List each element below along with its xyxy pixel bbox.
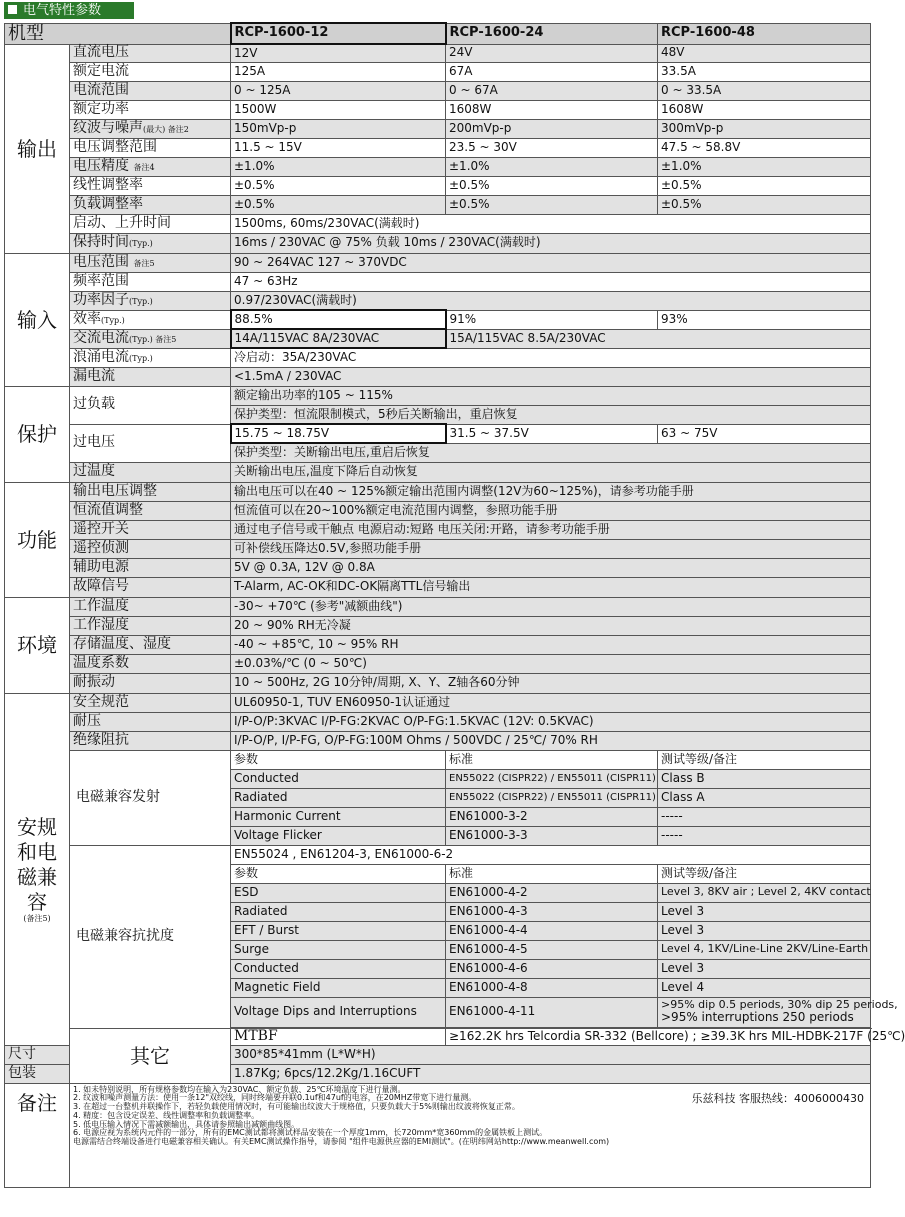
label: 遥控侦测 xyxy=(70,539,231,558)
cat-output: 输出 xyxy=(5,44,70,253)
notes-block xyxy=(70,1083,871,1187)
value: 90 ~ 264VAC 127 ~ 370VDC xyxy=(231,253,871,272)
label: 额定电流 xyxy=(70,62,231,81)
cell: Level 3 xyxy=(658,902,871,921)
cat-function: 功能 xyxy=(5,482,70,597)
value: 93% xyxy=(658,310,871,329)
value: ±0.5% xyxy=(446,195,658,214)
cell: Conducted xyxy=(231,769,446,788)
label: 输出电压调整 xyxy=(70,482,231,501)
value: 300*85*41mm (L*W*H) xyxy=(231,1045,871,1064)
label: 绝缘阻抗 xyxy=(70,731,231,750)
note-line: 3. 在超过一台整机并联操作下，若轻负载使用情况时，有可能输出纹波大于规格值，只要负载大于5%则输出纹波将恢复正常。 xyxy=(73,1102,520,1112)
cell: Surge xyxy=(231,940,446,959)
cell: Level 4 xyxy=(658,978,871,997)
value: ±0.5% xyxy=(658,195,871,214)
cell: Level 3 xyxy=(658,921,871,940)
label: 漏电流 xyxy=(70,367,231,386)
note-ref: 备注5 xyxy=(133,258,155,268)
value: ±0.5% xyxy=(658,176,871,195)
value: 0 ~ 33.5A xyxy=(658,81,871,100)
note-line: 4. 精度：包含设定误差、线性调整率和负载调整率。 xyxy=(73,1110,260,1120)
value: UL60950-1, TUV EN60950-1认证通过 xyxy=(231,693,871,712)
cat-environment: 环境 xyxy=(5,597,70,693)
value: 0.97/230VAC(满载时) xyxy=(231,291,871,310)
label: 电压范围 备注5 xyxy=(70,253,231,272)
label: 电磁兼容抗扰度 xyxy=(70,845,231,1028)
value: 16ms / 230VAC @ 75% 负载 10ms / 230VAC(满载时) xyxy=(231,233,871,253)
note-line: 电源需结合终端设备进行电磁兼容相关确认。有关EMC测试操作指导，请参阅 "组件电源供应器的EMI测试"。(在明纬网站http://www.meanwell.com) xyxy=(73,1137,610,1147)
cell: Magnetic Field xyxy=(231,978,446,997)
label: 电压调整范围 xyxy=(70,138,231,157)
value: 额定输出功率的105 ~ 115% xyxy=(231,386,871,405)
note-ref: (Typ.) xyxy=(129,239,153,249)
label: 直流电压 xyxy=(70,44,231,62)
value: 1608W xyxy=(658,100,871,119)
label: 工作湿度 xyxy=(70,616,231,635)
label: 纹波与噪声(最大) 备注2 xyxy=(70,119,231,138)
value: 33.5A xyxy=(658,62,871,81)
label: 保持时间(Typ.) xyxy=(70,233,231,253)
label: 尺寸 xyxy=(5,1045,70,1064)
value: 12V xyxy=(231,44,446,62)
spec-table xyxy=(4,22,905,1188)
value: 47 ~ 63Hz xyxy=(231,272,871,291)
label: 启动、上升时间 xyxy=(70,214,231,233)
cell: EN61000-4-5 xyxy=(446,940,658,959)
value: I/P-O/P:3KVAC I/P-FG:2KVAC O/P-FG:1.5KVAC (12V: 0.5KVAC) xyxy=(231,712,871,731)
value: -30~ +70℃ (参考"减额曲线") xyxy=(231,597,871,616)
cat-safety-emc: 安规和电磁兼容 (备注5) xyxy=(5,693,70,1045)
value: 88.5% xyxy=(231,310,446,329)
note-ref: (Typ.) 备注5 xyxy=(129,334,177,344)
cell: EN61000-3-2 xyxy=(446,807,658,826)
label: 线性调整率 xyxy=(70,176,231,195)
model-12: RCP-1600-12 xyxy=(231,23,446,44)
value: 63 ~ 75V xyxy=(658,424,871,443)
label: 过电压 xyxy=(70,424,231,462)
cat-others: 其它 xyxy=(70,1028,231,1083)
label: 工作温度 xyxy=(70,597,231,616)
note-line: 6. 电源应视为系统内元件的一部分，所有的EMC测试都将测试样品安装在一个厚度1mm，长720mm*宽360mm的金属铁板上测试。 xyxy=(73,1128,548,1138)
cell: EN55022 (CISPR22) / EN55011 (CISPR11) xyxy=(446,769,658,788)
label: 交流电流(Typ.) 备注5 xyxy=(70,329,231,348)
value: 300mVp-p xyxy=(658,119,871,138)
cat-notes: 备注 xyxy=(5,1083,70,1187)
label: 电流范围 xyxy=(70,81,231,100)
value: 关断输出电压,温度下降后自动恢复 xyxy=(231,462,871,482)
cell: ----- xyxy=(658,807,871,826)
col-header: 参数 xyxy=(231,750,446,769)
col-header: 标准 xyxy=(446,864,658,883)
label: 包装 xyxy=(5,1064,70,1083)
value: 14A/115VAC 8A/230VAC xyxy=(231,329,446,348)
header-row xyxy=(5,23,871,44)
cell: EN61000-4-3 xyxy=(446,902,658,921)
value: 0 ~ 125A xyxy=(231,81,446,100)
value: 47.5 ~ 58.8V xyxy=(658,138,871,157)
value: 24V xyxy=(446,44,658,62)
value: 150mVp-p xyxy=(231,119,446,138)
label: 电压精度 备注4 xyxy=(70,157,231,176)
label: 遥控开关 xyxy=(70,520,231,539)
cell: Voltage Flicker xyxy=(231,826,446,845)
label: 耐压 xyxy=(70,712,231,731)
value: -40 ~ +85℃, 10 ~ 95% RH xyxy=(231,635,871,654)
cell: Radiated xyxy=(231,788,446,807)
hotline: 乐兹科技 客服热线：4006000430 xyxy=(691,1091,864,1105)
model-label: 机型 xyxy=(5,23,231,44)
label: 存储温度、湿度 xyxy=(70,635,231,654)
label: 负载调整率 xyxy=(70,195,231,214)
value: ±1.0% xyxy=(231,157,446,176)
value: 可补偿线压降达0.5V,参照功能手册 xyxy=(231,539,871,558)
value: 1.87Kg; 6pcs/12.2Kg/1.16CUFT xyxy=(231,1064,871,1083)
value: 23.5 ~ 30V xyxy=(446,138,658,157)
value: 1500ms, 60ms/230VAC(满载时) xyxy=(231,214,871,233)
cat-protection: 保护 xyxy=(5,386,70,482)
note-ref: 备注4 xyxy=(133,162,155,172)
model-24: RCP-1600-24 xyxy=(446,23,658,44)
value: 5V @ 0.3A, 12V @ 0.8A xyxy=(231,558,871,577)
cell: Conducted xyxy=(231,959,446,978)
note-ref: (Typ.) xyxy=(101,315,125,325)
label: 过负载 xyxy=(70,386,231,424)
value: ±0.5% xyxy=(231,195,446,214)
value: I/P-O/P, I/P-FG, O/P-FG:100M Ohms / 500VDC / 25℃/ 70% RH xyxy=(231,731,871,750)
model-48: RCP-1600-48 xyxy=(658,23,871,44)
cell: Class A xyxy=(658,788,871,807)
value: EN55024 , EN61204-3, EN61000-6-2 xyxy=(231,845,871,864)
value: 通过电子信号或干触点 电源启动:短路 电压关闭:开路，请参考功能手册 xyxy=(231,520,871,539)
value: 91% xyxy=(446,310,658,329)
label: 浪涌电流(Typ.) xyxy=(70,348,231,367)
note-line: 2. 纹波和噪声测量方法：使用一条12"双绞线，同时终端要并联0.1uf和47uf的电容，在20MHZ带宽下进行量测。 xyxy=(73,1093,477,1103)
value: 20 ~ 90% RH无冷凝 xyxy=(231,616,871,635)
value: ±0.5% xyxy=(446,176,658,195)
col-header: 测试等级/备注 xyxy=(658,750,871,769)
value: 15A/115VAC 8.5A/230VAC xyxy=(446,329,871,348)
cell: Voltage Dips and Interruptions xyxy=(231,997,446,1027)
note-ref: (备注5) xyxy=(23,913,51,923)
note-ref: (Typ.) xyxy=(129,353,153,363)
label: 频率范围 xyxy=(70,272,231,291)
label: MTBF xyxy=(231,1028,446,1045)
cell: Class B xyxy=(658,769,871,788)
cat-input: 输入 xyxy=(5,253,70,386)
cell: EN61000-4-6 xyxy=(446,959,658,978)
value: ±0.03%/℃ (0 ~ 50℃) xyxy=(231,654,871,673)
value: 125A xyxy=(231,62,446,81)
value: 冷启动：35A/230VAC xyxy=(231,348,871,367)
value: T-Alarm, AC-OK和DC-OK隔离TTL信号输出 xyxy=(231,577,871,597)
cell: EN55022 (CISPR22) / EN55011 (CISPR11) xyxy=(446,788,658,807)
label: 耐振动 xyxy=(70,673,231,693)
note-line: 1. 如未特别说明，所有规格参数均在输入为230VAC、额定负载、25℃环境温度下进行量测。 xyxy=(73,1084,406,1094)
label: 过温度 xyxy=(70,462,231,482)
value: 15.75 ~ 18.75V xyxy=(231,424,446,443)
label: 安全规范 xyxy=(70,693,231,712)
cell: Radiated xyxy=(231,902,446,921)
value: 保护类型：关断输出电压,重启后恢复 xyxy=(231,443,871,462)
cell: EN61000-4-4 xyxy=(446,921,658,940)
value: ≥162.2K hrs Telcordia SR-332 (Bellcore) ; ≥39.3K hrs MIL-HDBK-217F (25℃) xyxy=(446,1028,871,1045)
square-icon xyxy=(8,5,17,14)
value: ±1.0% xyxy=(658,157,871,176)
value: 200mVp-p xyxy=(446,119,658,138)
cell: >95% dip 0.5 periods, 30% dip 25 periods, >95% interruptions 250 periods xyxy=(658,997,871,1027)
note-line: 5. 低电压输入情况下需减额输出，具体请参照输出减额曲线图。 xyxy=(73,1119,300,1129)
cell: ESD xyxy=(231,883,446,902)
label: 恒流值调整 xyxy=(70,501,231,520)
value: 保护类型：恒流限制模式，5秒后关断输出，重启恢复 xyxy=(231,405,871,424)
label: 故障信号 xyxy=(70,577,231,597)
value: 48V xyxy=(658,44,871,62)
cell: EN61000-3-3 xyxy=(446,826,658,845)
value: 1500W xyxy=(231,100,446,119)
label: 额定功率 xyxy=(70,100,231,119)
cell: EN61000-4-2 xyxy=(446,883,658,902)
value: 恒流值可以在20~100%额定电流范围内调整，参照功能手册 xyxy=(231,501,871,520)
value: 11.5 ~ 15V xyxy=(231,138,446,157)
value: <1.5mA / 230VAC xyxy=(231,367,871,386)
value: 0 ~ 67A xyxy=(446,81,658,100)
label: 效率(Typ.) xyxy=(70,310,231,329)
value: ±0.5% xyxy=(231,176,446,195)
label: 辅助电源 xyxy=(70,558,231,577)
label: 电磁兼容发射 xyxy=(70,750,231,845)
value: 10 ~ 500Hz, 2G 10分钟/周期, X、Y、Z轴各60分钟 xyxy=(231,673,871,693)
col-header: 标准 xyxy=(446,750,658,769)
label: 温度系数 xyxy=(70,654,231,673)
cell: ----- xyxy=(658,826,871,845)
cell: EN61000-4-11 xyxy=(446,997,658,1027)
value: 1608W xyxy=(446,100,658,119)
value: 输出电压可以在40 ~ 125%额定输出范围内调整(12V为60~125%)，请参考功能手册 xyxy=(231,482,871,501)
value: ±1.0% xyxy=(446,157,658,176)
cell: Level 4, 1KV/Line-Line 2KV/Line-Earth xyxy=(658,940,871,959)
cell: EN61000-4-8 xyxy=(446,978,658,997)
section-title: 电气特性参数 xyxy=(4,2,134,19)
col-header: 测试等级/备注 xyxy=(658,864,871,883)
cell: EFT / Burst xyxy=(231,921,446,940)
cell: Level 3, 8KV air ; Level 2, 4KV contact xyxy=(658,883,871,902)
cell: Harmonic Current xyxy=(231,807,446,826)
label: 功率因子(Typ.) xyxy=(70,291,231,310)
note-ref: (最大) 备注2 xyxy=(143,124,189,134)
value: 31.5 ~ 37.5V xyxy=(446,424,658,443)
note-ref: (Typ.) xyxy=(129,296,153,306)
cell: Level 3 xyxy=(658,959,871,978)
col-header: 参数 xyxy=(231,864,446,883)
value: 67A xyxy=(446,62,658,81)
